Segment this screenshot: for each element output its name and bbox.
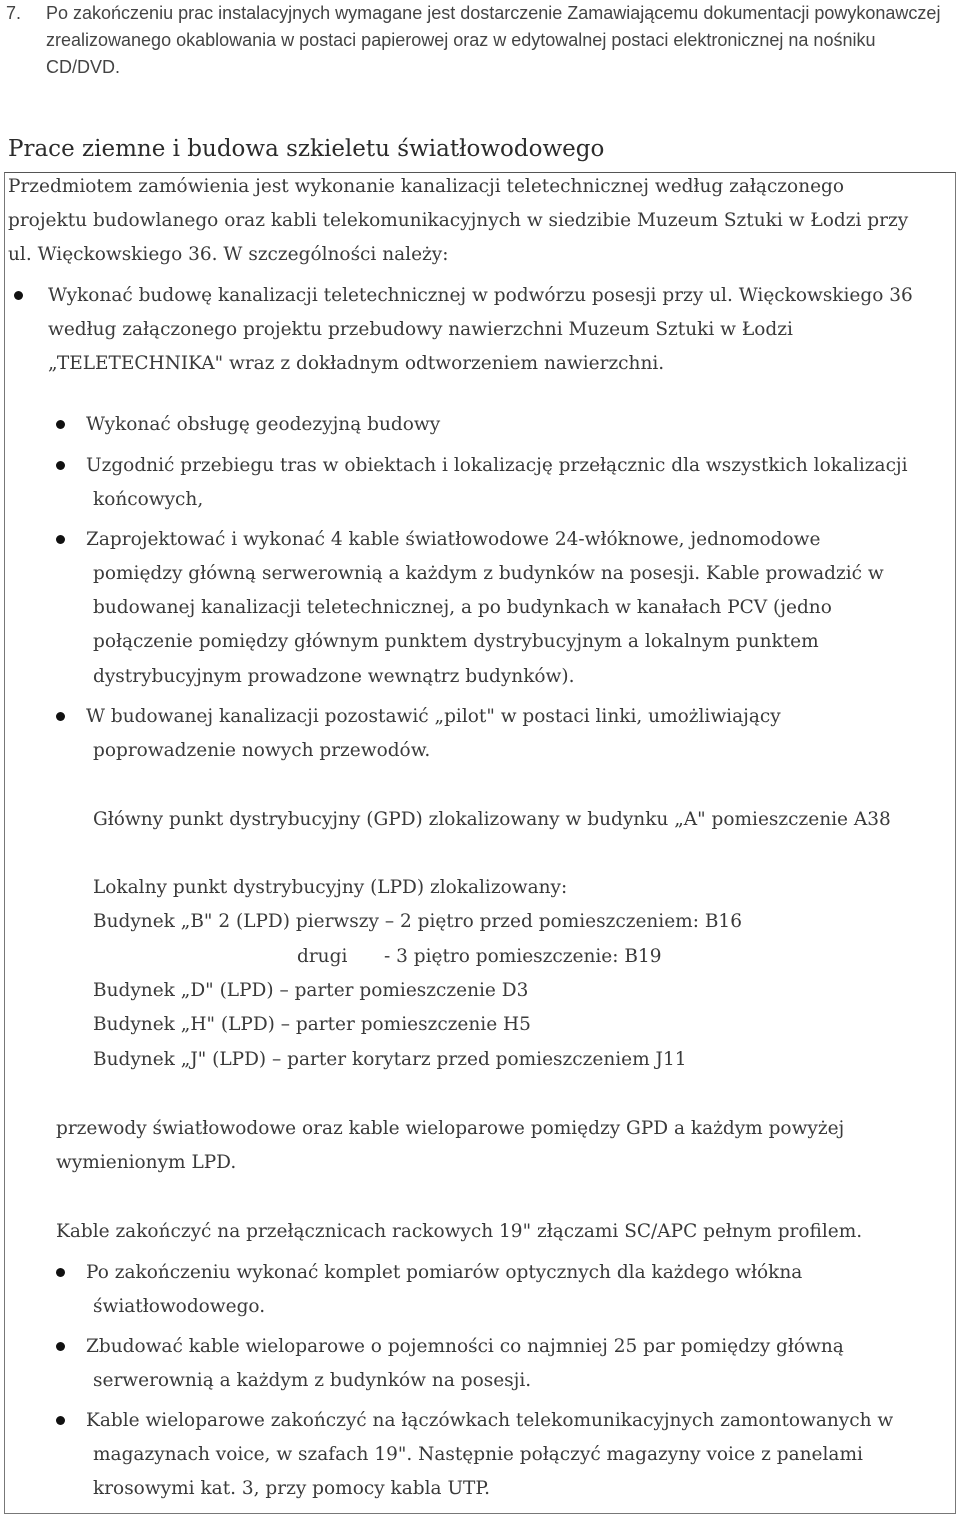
lpd-title: Lokalny punkt dystrybucyjny (LPD) zlokalizowany: (93, 877, 568, 898)
bullet-line: W budowanej kanalizacji pozostawić „pilot" w postaci linki, umożliwiający (86, 706, 781, 727)
bullet-line: Po zakończeniu wykonać komplet pomiarów optycznych dla każdego włókna (86, 1262, 803, 1283)
intro-line: ul. Więckowskiego 36. W szczególności należy: (8, 244, 449, 265)
lpd-building-d: Budynek „D" (LPD) – parter pomieszczenie D3 (93, 980, 529, 1001)
intro-line: projektu budowlanego oraz kabli telekomunikacyjnych w siedzibie Muzeum Sztuki w Łodzi przy (8, 210, 909, 231)
bullet-icon (56, 461, 65, 470)
bullet-icon (56, 535, 65, 544)
gpd-line: Główny punkt dystrybucyjny (GPD) zlokalizowany w budynku „A" pomieszczenie A38 (93, 809, 891, 830)
bullet-line: Kable wieloparowe zakończyć na łączówkach telekomunikacyjnych zamontowanych w (86, 1410, 894, 1431)
bullet-line: Wykonać obsługę geodezyjną budowy (86, 414, 441, 435)
lpd-building-b: Budynek „B" 2 (LPD) pierwszy – 2 piętro przed pomieszczeniem: B16 (93, 911, 742, 932)
bullet-line: „TELETECHNIKA" wraz z dokładnym odtworzeniem nawierzchni. (48, 353, 665, 374)
cables-paragraph-line: przewody światłowodowe oraz kable wieloparowe pomiędzy GPD a każdym powyżej (56, 1118, 845, 1139)
cables-paragraph-line: wymienionym LPD. (56, 1152, 237, 1173)
lpd-building-b-second-label: drugi (297, 946, 348, 967)
item-number: 7. (6, 3, 22, 23)
bullet-icon (56, 420, 65, 429)
bullet-line: Uzgodnić przebiegu tras w obiektach i lokalizację przełącznic dla wszystkich lokalizacji (86, 455, 908, 476)
bullet-line: Wykonać budowę kanalizacji teletechnicznej w podwórzu posesji przy ul. Więckowskiego 36 (48, 285, 913, 306)
bullet-line: połączenie pomiędzy głównym punktem dystrybucyjnym a lokalnym punktem (93, 631, 819, 652)
bullet-icon (56, 1268, 65, 1277)
item-text: Po zakończeniu prac instalacyjnych wymagane jest dostarczenie Zamawiającemu dokumentacji powykonawczej zrealizowanego okablowania w postaci papierowej oraz w edytowalnej postaci elektronicznej na nośniku CD/DVD. (46, 3, 941, 77)
termination-line: Kable zakończyć na przełącznicach rackowych 19" złączami SC/APC pełnym profilem. (56, 1221, 863, 1242)
bullet-line: Zbudować kable wieloparowe o pojemności co najmniej 25 par pomiędzy główną (86, 1336, 844, 1357)
bullet-line: dystrybucyjnym prowadzone wewnątrz budynków). (93, 666, 575, 687)
bullet-line: poprowadzenie nowych przewodów. (93, 740, 431, 761)
bullet-line: końcowych, (93, 489, 204, 510)
bullet-line: pomiędzy główną serwerownią a każdym z budynków na posesji. Kable prowadzić w (93, 563, 884, 584)
bullet-line: serwerownią a każdym z budynków na posesji. (93, 1370, 532, 1391)
bullet-line: według załączonego projektu przebudowy nawierzchni Muzeum Sztuki w Łodzi (48, 319, 793, 340)
bullet-line: magazynach voice, w szafach 19". Następnie połączyć magazyny voice z panelami (93, 1444, 863, 1465)
intro-line: Przedmiotem zamówienia jest wykonanie kanalizacji teletechnicznej według załączonego (8, 176, 845, 197)
bullet-icon (56, 1416, 65, 1425)
bullet-line: krosowymi kat. 3, przy pomocy kabla UTP. (93, 1478, 490, 1499)
bullet-line: Zaprojektować i wykonać 4 kable światłowodowe 24-włóknowe, jednomodowe (86, 529, 821, 550)
lpd-building-j: Budynek „J" (LPD) – parter korytarz przed pomieszczeniem J11 (93, 1049, 687, 1070)
bullet-icon (56, 712, 65, 721)
bullet-icon (14, 291, 23, 300)
bullet-line: budowanej kanalizacji teletechnicznej, a po budynkach w kanałach PCV (jedno (93, 597, 832, 618)
section-heading: Prace ziemne i budowa szkieletu światłowodowego (8, 136, 605, 162)
bullet-icon (56, 1342, 65, 1351)
bullet-line: światłowodowego. (93, 1296, 266, 1317)
lpd-building-b-second-value: - 3 piętro pomieszczenie: B19 (384, 946, 662, 967)
lpd-building-h: Budynek „H" (LPD) – parter pomieszczenie H5 (93, 1014, 531, 1035)
